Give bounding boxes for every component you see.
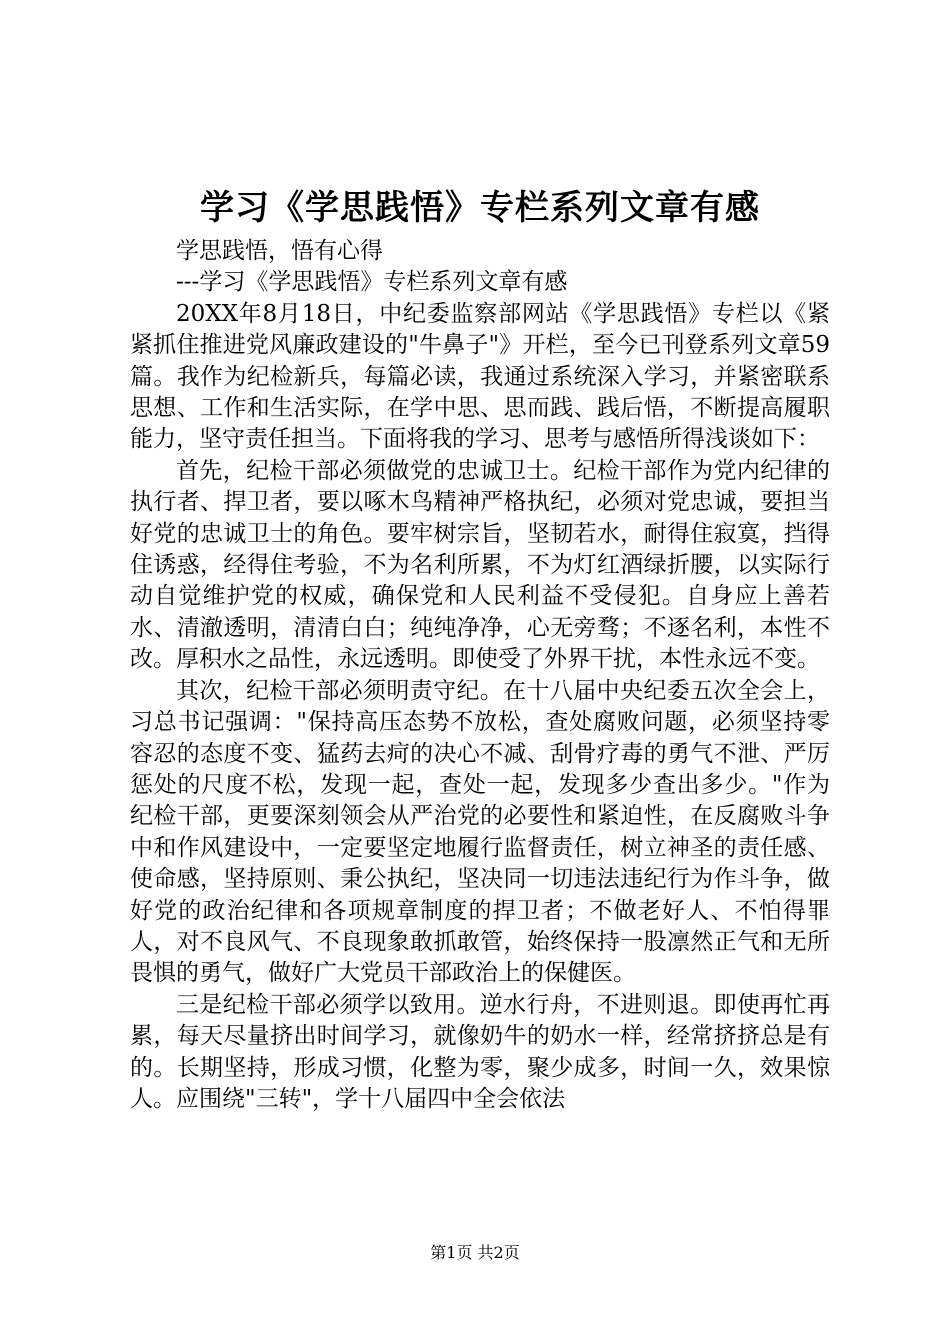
paragraph-subtitle: 学思践悟，悟有心得 <box>176 238 383 264</box>
paragraph-third-point: 三是纪检干部必须学以致用。逆水行舟，不进则退。即使再忙再累，每天尽量挤出时间学习，就像奶牛的奶水一样，经常挤挤总是有的。长期坚持，形成习惯，化整为零，聚少成多，时间一久，效果惊人。应围绕"三转"，学十八届四中全会依法 <box>130 991 830 1112</box>
page-footer: 第1页 共2页 <box>430 1243 520 1262</box>
paragraph-intro: 20XX年8月18日，中纪委监察部网站《学思践悟》专栏以《紧紧抓住推进党风廉政建设的"牛鼻子"》开栏，至今已刊登系列文章59篇。我作为纪检新兵，每篇必读，我通过系统深入学习，并紧密联系思想、工作和生活实际，在学中思、思而践、践后悟，不断提高履职能力，坚守责任担当。下面将我的学习、思考与感悟所得浅谈如下： <box>130 300 830 453</box>
paragraph-second-point: 其次，纪检干部必须明责守纪。在十八届中央纪委五次全会上，习总书记强调："保持高压态势不放松，查处腐败问题，必须坚持零容忍的态度不变、猛药去疴的决心不减、刮骨疗毒的勇气不泄、严厉惩处的尺度不松，发现一起，查处一起，发现多少查出多少。"作为纪检干部，更要深刻领会从严治党的必要性和紧迫性，在反腐败斗争中和作风建设中，一定要坚定地履行监督责任，树立神圣的责任感、使命感，坚持原则、秉公执纪，坚决同一切违法违纪行为作斗争，做好党的政治纪律和各项规章制度的捍卫者；不做老好人、不怕得罪人，对不良风气、不良现象敢抓敢管，始终保持一股凛然正气和无所畏惧的勇气，做好广大党员干部政治上的保健医。 <box>130 677 830 987</box>
document-body <box>130 236 830 1115</box>
paragraph-subtitle-dash: ---学习《学思践悟》专栏系列文章有感 <box>176 269 568 296</box>
document-page <box>130 180 830 1115</box>
document-title: 学习《学思践悟》专栏系列文章有感 <box>200 188 760 228</box>
paragraph-first-point: 首先，纪检干部必须做党的忠诚卫士。纪检干部作为党内纪律的执行者、捍卫者，要以啄木鸟精神严格执纪，必须对党忠诚，要担当好党的忠诚卫士的角色。要牢树宗旨，坚韧若水，耐得住寂寞，挡得住诱惑，经得住考验，不为名利所累，不为灯红酒绿折腰，以实际行动自觉维护党的权威，确保党和人民利益不受侵犯。自身应上善若水、清澈透明，清清白白；纯纯净净，心无旁骛；不逐名利，本性不改。厚积水之品性，永远透明。即使受了外界干扰，本性永远不变。 <box>130 457 830 673</box>
